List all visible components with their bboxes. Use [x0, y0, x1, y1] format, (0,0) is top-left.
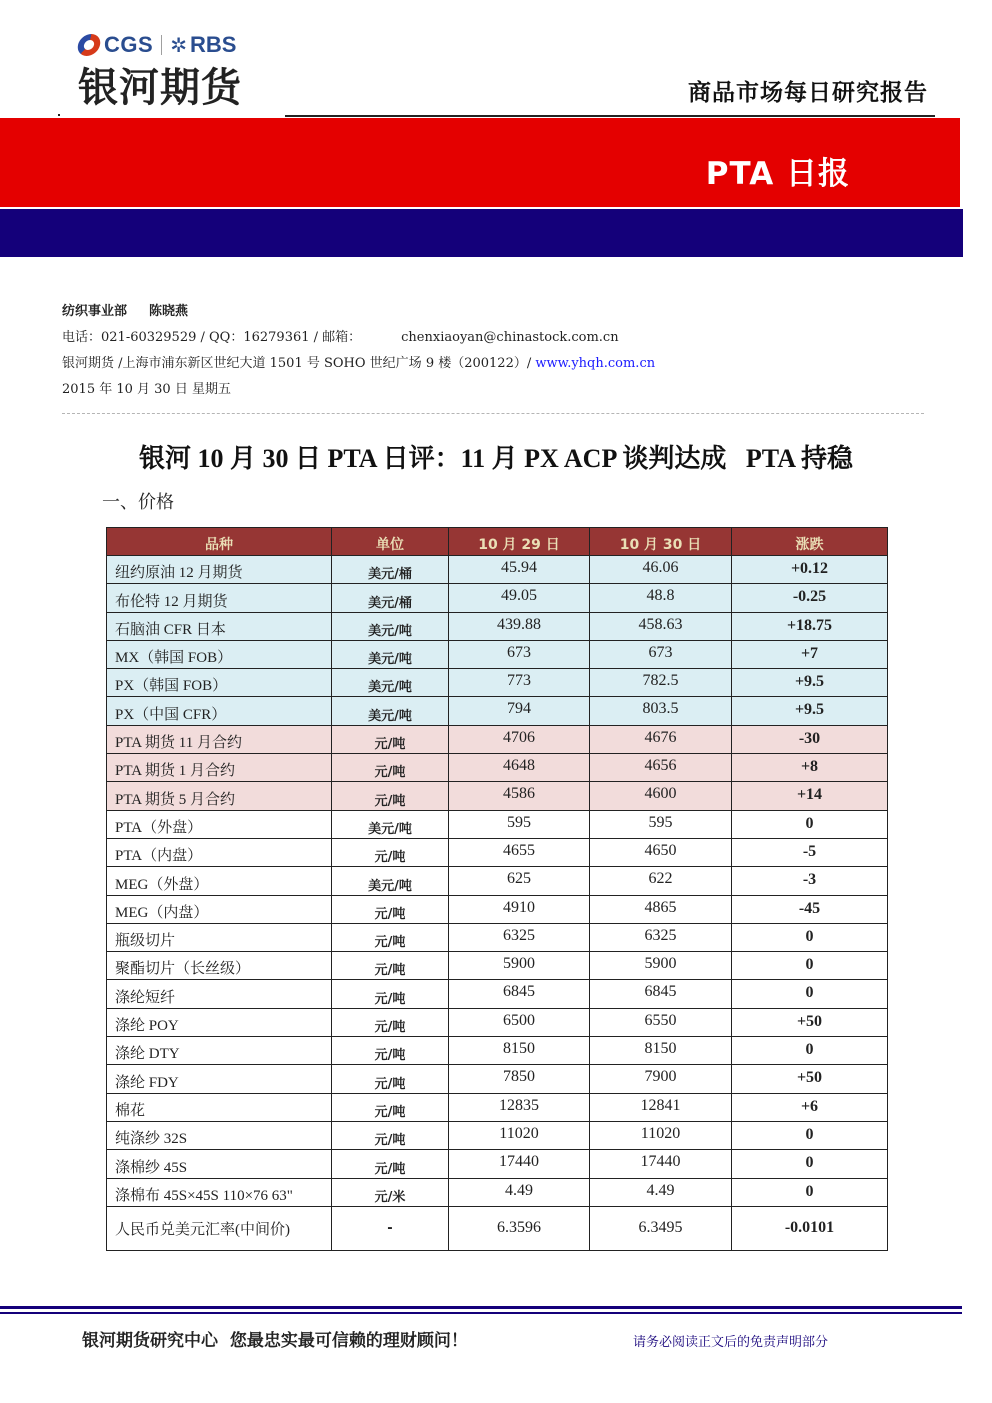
- product-name-cell: 涤纶 POY: [107, 1008, 332, 1036]
- unit-cell: 元/吨: [332, 1150, 449, 1178]
- price-table: [106, 527, 888, 1251]
- curr-price-cell: 4600: [590, 782, 732, 810]
- section-heading-price: 一、价格: [102, 492, 174, 513]
- curr-price-cell: 48.8: [590, 584, 732, 612]
- change-cell: +7: [732, 640, 888, 668]
- product-name-cell: PTA 期货 5 月合约: [107, 782, 332, 810]
- logo-divider: [161, 35, 162, 55]
- dashed-divider: [62, 413, 924, 414]
- prev-price-cell: 4655: [449, 838, 590, 866]
- product-name-cell: 涤纶短纤: [107, 980, 332, 1008]
- product-name-cell: 人民币兑美元汇率(中间价): [107, 1206, 332, 1250]
- product-name-cell: 涤纶 FDY: [107, 1065, 332, 1093]
- logo-company-name: 银河期货: [78, 65, 242, 111]
- curr-price-cell: 5900: [590, 952, 732, 980]
- table-row: [107, 1065, 888, 1093]
- unit-cell: 元/吨: [332, 838, 449, 866]
- address-text: 银河期货 /上海市浦东新区世纪大道 1501 号 SOHO 世纪广场 9 楼（200122）/: [62, 356, 536, 371]
- unit-cell: 元/吨: [332, 725, 449, 753]
- table-row: [107, 1008, 888, 1036]
- unit-cell: 元/米: [332, 1178, 449, 1206]
- author-line: [62, 302, 655, 328]
- product-name-cell: 涤棉纱 45S: [107, 1150, 332, 1178]
- unit-cell: 元/吨: [332, 1065, 449, 1093]
- table-row: [107, 584, 888, 612]
- table-row: [107, 895, 888, 923]
- prev-price-cell: 595: [449, 810, 590, 838]
- unit-cell: 元/吨: [332, 895, 449, 923]
- product-name-cell: PTA（外盘）: [107, 810, 332, 838]
- curr-price-cell: 6.3495: [590, 1206, 732, 1250]
- table-row: [107, 725, 888, 753]
- curr-price-cell: 4676: [590, 725, 732, 753]
- prev-price-cell: 4706: [449, 725, 590, 753]
- table-row: [107, 1037, 888, 1065]
- curr-price-cell: 4650: [590, 838, 732, 866]
- product-name-cell: PTA 期货 1 月合约: [107, 754, 332, 782]
- prev-price-cell: 7850: [449, 1065, 590, 1093]
- table-row: [107, 1121, 888, 1149]
- footer-slogan: 银河期货研究中心 您最忠实最可信赖的理财顾问！: [82, 1331, 468, 1351]
- change-cell: +8: [732, 754, 888, 782]
- table-row: [107, 669, 888, 697]
- footer-rule-thick: [0, 1306, 962, 1309]
- change-cell: +6: [732, 1093, 888, 1121]
- logo-cgs-text: CGS: [104, 32, 154, 57]
- curr-price-cell: 803.5: [590, 697, 732, 725]
- col-header-variety: 品种: [107, 528, 332, 556]
- product-name-cell: 棉花: [107, 1093, 332, 1121]
- product-name-cell: MEG（内盘）: [107, 895, 332, 923]
- curr-price-cell: 46.06: [590, 556, 732, 584]
- company-logo: [78, 30, 278, 114]
- website-link[interactable]: www.yhqh.com.cn: [535, 356, 656, 371]
- product-name-cell: 瓶级切片: [107, 923, 332, 951]
- change-cell: -30: [732, 725, 888, 753]
- contact-text: 电话：021-60329529 / QQ：16279361 / 邮箱：: [62, 330, 362, 345]
- change-cell: 0: [732, 1121, 888, 1149]
- banner-title: PTA 日报: [705, 156, 850, 192]
- report-date: 2015 年 10 月 30 日 星期五: [62, 382, 231, 397]
- table-row: [107, 923, 888, 951]
- prev-price-cell: 6845: [449, 980, 590, 1008]
- table-row: [107, 754, 888, 782]
- unit-cell: 元/吨: [332, 782, 449, 810]
- table-row: [107, 640, 888, 668]
- unit-cell: 元/吨: [332, 980, 449, 1008]
- unit-cell: 元/吨: [332, 952, 449, 980]
- curr-price-cell: 458.63: [590, 612, 732, 640]
- change-cell: -0.25: [732, 584, 888, 612]
- logo-rbs-text: RBS: [189, 32, 237, 57]
- product-name-cell: 涤棉布 45S×45S 110×76 63": [107, 1178, 332, 1206]
- product-name-cell: 纯涤纱 32S: [107, 1121, 332, 1149]
- col-header-unit: 单位: [332, 528, 449, 556]
- table-row: [107, 1206, 888, 1250]
- col-header-prev-date: 10 月 29 日: [449, 528, 590, 556]
- change-cell: +50: [732, 1008, 888, 1036]
- curr-price-cell: 8150: [590, 1037, 732, 1065]
- table-row: [107, 782, 888, 810]
- change-cell: -3: [732, 867, 888, 895]
- product-name-cell: PX（韩国 FOB）: [107, 669, 332, 697]
- prev-price-cell: 794: [449, 697, 590, 725]
- product-name-cell: MEG（外盘）: [107, 867, 332, 895]
- product-name-cell: 聚酯切片（长丝级）: [107, 952, 332, 980]
- curr-price-cell: 17440: [590, 1150, 732, 1178]
- title-banner: [0, 118, 960, 207]
- change-cell: +9.5: [732, 669, 888, 697]
- curr-price-cell: 7900: [590, 1065, 732, 1093]
- product-name-cell: MX（韩国 FOB）: [107, 640, 332, 668]
- product-name-cell: PTA（内盘）: [107, 838, 332, 866]
- table-row: [107, 1093, 888, 1121]
- prev-price-cell: 6.3596: [449, 1206, 590, 1250]
- prev-price-cell: 4910: [449, 895, 590, 923]
- curr-price-cell: 11020: [590, 1121, 732, 1149]
- change-cell: +14: [732, 782, 888, 810]
- prev-price-cell: 673: [449, 640, 590, 668]
- prev-price-cell: 12835: [449, 1093, 590, 1121]
- contact-line: [62, 328, 655, 354]
- prev-price-cell: 45.94: [449, 556, 590, 584]
- prev-price-cell: 439.88: [449, 612, 590, 640]
- curr-price-cell: 782.5: [590, 669, 732, 697]
- table-row: [107, 697, 888, 725]
- product-name-cell: PX（中国 CFR）: [107, 697, 332, 725]
- table-header-row: [107, 528, 888, 556]
- prev-price-cell: 17440: [449, 1150, 590, 1178]
- product-name-cell: 涤纶 DTY: [107, 1037, 332, 1065]
- prev-price-cell: 625: [449, 867, 590, 895]
- unit-cell: -: [332, 1206, 449, 1250]
- change-cell: 0: [732, 1037, 888, 1065]
- product-name-cell: 布伦特 12 月期货: [107, 584, 332, 612]
- author-name: 陈晓燕: [149, 304, 189, 319]
- author-info: [62, 302, 655, 406]
- address-line: [62, 354, 655, 380]
- unit-cell: 美元/吨: [332, 612, 449, 640]
- curr-price-cell: 673: [590, 640, 732, 668]
- change-cell: 0: [732, 952, 888, 980]
- col-header-curr-date: 10 月 30 日: [590, 528, 732, 556]
- curr-price-cell: 622: [590, 867, 732, 895]
- unit-cell: 美元/吨: [332, 867, 449, 895]
- table-row: [107, 1150, 888, 1178]
- change-cell: 0: [732, 1178, 888, 1206]
- change-cell: -0.0101: [732, 1206, 888, 1250]
- prev-price-cell: 8150: [449, 1037, 590, 1065]
- product-name-cell: 纽约原油 12 月期货: [107, 556, 332, 584]
- cgs-swirl-icon: [76, 34, 103, 56]
- unit-cell: 美元/吨: [332, 669, 449, 697]
- header-dot: [58, 114, 60, 116]
- change-cell: -45: [732, 895, 888, 923]
- prev-price-cell: 49.05: [449, 584, 590, 612]
- rbs-daisy-icon: ✲: [170, 33, 187, 57]
- table-row: [107, 980, 888, 1008]
- curr-price-cell: 4865: [590, 895, 732, 923]
- table-row: [107, 556, 888, 584]
- report-type-title: 商品市场每日研究报告: [688, 80, 928, 106]
- header-divider: [285, 115, 935, 117]
- curr-price-cell: 4656: [590, 754, 732, 782]
- product-name-cell: 石脑油 CFR 日本: [107, 612, 332, 640]
- unit-cell: 美元/桶: [332, 584, 449, 612]
- table-row: [107, 838, 888, 866]
- curr-price-cell: 595: [590, 810, 732, 838]
- unit-cell: 元/吨: [332, 1121, 449, 1149]
- table-body: [107, 556, 888, 1251]
- unit-cell: 美元/吨: [332, 640, 449, 668]
- table-row: [107, 867, 888, 895]
- unit-cell: 元/吨: [332, 1037, 449, 1065]
- col-header-change: 涨跌: [732, 528, 888, 556]
- unit-cell: 美元/吨: [332, 810, 449, 838]
- footer-rule-thin: [0, 1312, 962, 1314]
- curr-price-cell: 6845: [590, 980, 732, 1008]
- unit-cell: 元/吨: [332, 754, 449, 782]
- change-cell: +50: [732, 1065, 888, 1093]
- change-cell: 0: [732, 923, 888, 951]
- curr-price-cell: 12841: [590, 1093, 732, 1121]
- report-headline: 银河 10 月 30 日 PTA 日评：11 月 PX ACP 谈判达成 PTA 持稳: [138, 444, 854, 473]
- change-cell: +9.5: [732, 697, 888, 725]
- change-cell: 0: [732, 810, 888, 838]
- change-cell: -5: [732, 838, 888, 866]
- unit-cell: 美元/桶: [332, 556, 449, 584]
- department: 纺织事业部: [62, 304, 128, 319]
- change-cell: +18.75: [732, 612, 888, 640]
- change-cell: 0: [732, 980, 888, 1008]
- prev-price-cell: 6500: [449, 1008, 590, 1036]
- unit-cell: 元/吨: [332, 1093, 449, 1121]
- prev-price-cell: 4586: [449, 782, 590, 810]
- prev-price-cell: 4648: [449, 754, 590, 782]
- change-cell: +0.12: [732, 556, 888, 584]
- table-row: [107, 810, 888, 838]
- table-row: [107, 612, 888, 640]
- curr-price-cell: 6325: [590, 923, 732, 951]
- curr-price-cell: 6550: [590, 1008, 732, 1036]
- change-cell: 0: [732, 1150, 888, 1178]
- blue-banner: [0, 209, 963, 257]
- unit-cell: 元/吨: [332, 1008, 449, 1036]
- prev-price-cell: 4.49: [449, 1178, 590, 1206]
- unit-cell: 元/吨: [332, 923, 449, 951]
- curr-price-cell: 4.49: [590, 1178, 732, 1206]
- prev-price-cell: 6325: [449, 923, 590, 951]
- prev-price-cell: 11020: [449, 1121, 590, 1149]
- prev-price-cell: 5900: [449, 952, 590, 980]
- email-link[interactable]: chenxiaoyan@chinastock.com.cn: [401, 330, 619, 345]
- footer-disclaimer: 请务必阅读正文后的免责声明部分: [633, 1335, 829, 1350]
- unit-cell: 美元/吨: [332, 697, 449, 725]
- product-name-cell: PTA 期货 11 月合约: [107, 725, 332, 753]
- prev-price-cell: 773: [449, 669, 590, 697]
- table-row: [107, 1178, 888, 1206]
- table-row: [107, 952, 888, 980]
